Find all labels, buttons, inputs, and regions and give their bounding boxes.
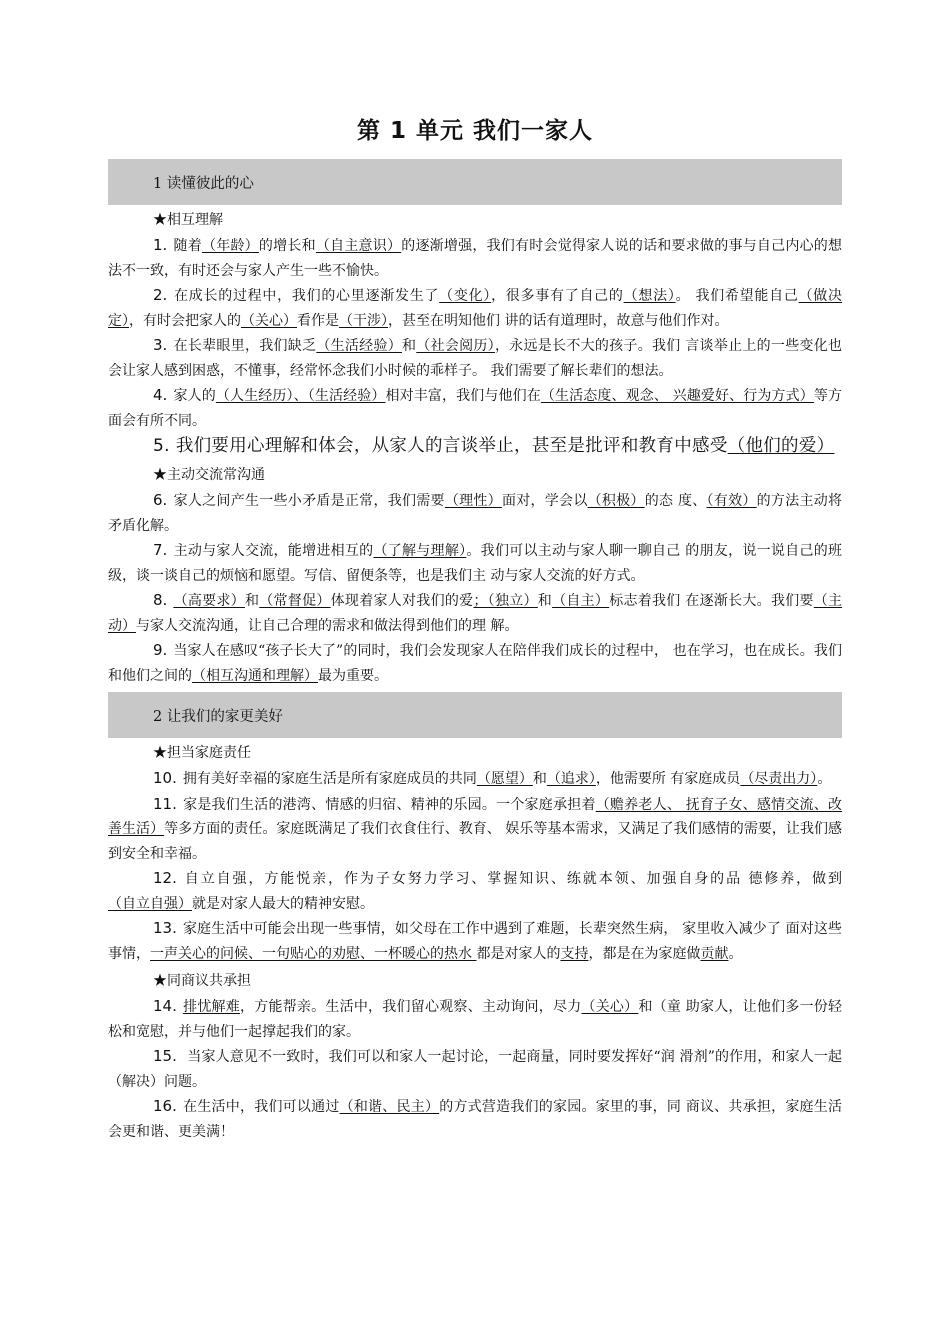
subheading-family-responsibility: ★担当家庭责任 (153, 745, 251, 761)
item-4: 4. 家人的（人生经历）、（生活经验）相对丰富，我们与他们在（生活态度、观念、 兴趣爱好、行为方式）等方面会有所不同。 (108, 386, 843, 429)
item-8: 8. （高要求）和（常督促）体现着家人对我们的爱；（独立）和（自主）标志着我们 在逐渐长大。我们要（主动）与家人交流沟通，让自己合理的需求和做法得到他们的理 解。 (108, 591, 843, 634)
subheading-communication: ★主动交流常沟通 (153, 467, 265, 483)
item-1: 1. 随着（年龄）的增长和（自主意识）的逐渐增强，我们有时会觉得家人说的话和要求做的事与自己内心的想法不一致，有时还会与家人产生一些不愉快。 (108, 236, 843, 279)
lesson-1-heading: 1 读懂彼此的心 (153, 175, 254, 192)
item-3: 3. 在长辈眼里，我们缺乏（生活经验）和（社会阅历），永远是长不大的孩子。我们 言谈举止上的一些变化也会让家人感到困惑，不懂事，经常怀念我们小时候的乖样子。 我们需要了解长辈们的想法。 (108, 336, 843, 379)
item-15: 15. 当家人意见不一致时，我们可以和家人一起讨论，一起商量，同时要发挥好“润 滑剂”的作用，和家人一起（解决）问题。 (108, 1047, 842, 1090)
lesson-2-heading: 2 让我们的家更美好 (153, 708, 283, 725)
item-9: 9. 当家人在感叹“孩子长大了”的同时，我们会发现家人在陪伴我们成长的过程中， 也在学习，也在成长。我们和他们之间的（相互沟通和理解）最为重要。 (108, 641, 842, 684)
item-12: 12. 自立自强，方能悦亲，作为子女努力学习、掌握知识、练就本领、加强自身的品 德修养，做到（自立自强）就是对家人最大的精神安慰。 (108, 869, 842, 912)
item-10: 10. 拥有美好幸福的家庭生活是所有家庭成员的共同（愿望）和（追求），他需要所 有家庭成员（尽责出力）。 (153, 769, 832, 787)
subheading-mutual-understanding: ★相互理解 (153, 212, 223, 228)
item-6: 6. 家人之间产生一些小矛盾是正常，我们需要（理性）面对，学会以（积极）的态 度、（有效）的方法主动将矛盾化解。 (108, 491, 843, 534)
item-5: 5. 我们要用心理解和体会，从家人的言谈举止，甚至是批评和教育中感受（他们的爱） (153, 436, 835, 456)
lesson-1-heading-bar (108, 159, 842, 205)
subheading-shared-decisions: ★同商议共承担 (153, 973, 251, 989)
lesson-2-heading-bar (108, 692, 842, 738)
document-page (108, 112, 842, 1144)
item-16: 16. 在生活中，我们可以通过（和谐、民主）的方式营造我们的家园。家里的事，同 商议、共承担，家庭生活会更和谐、更美满！ (108, 1097, 843, 1140)
item-2: 2. 在成长的过程中，我们的心里逐渐发生了（变化），很多事有了自己的（想法）。 我们希望能自己（做决定），有时会把家人的（关心）看作是（干涉），甚至在明知他们 讲的话有道理时，故意与他们作对。 (108, 286, 843, 329)
unit-title: 第 1 单元 我们一家人 (356, 118, 594, 144)
item-11: 11. 家是我们生活的港湾、情感的归宿、精神的乐园。一个家庭承担着（赡养老人、 抚育子女、感情交流、改善生活）等多方面的责任。家庭既满足了我们衣食住行、教育、 娱乐等基本需求，又满足了我们感情的需要，让我们感到安全和幸福。 (108, 794, 843, 862)
item-14: 14. 排忧解难，方能帮亲。生活中，我们留心观察、主动询问，尽力（关心）和（童 助家人，让他们多一份轻松和宽慰，并与他们一起撑起我们的家。 (108, 997, 843, 1040)
item-13: 13. 家庭生活中可能会出现一些事情，如父母在工作中遇到了难题，长辈突然生病， 家里收入减少了 面对这些事情，一声关心的问候、一句贴心的劝慰、一杯暖心的热水 都是对家人的支持，都是在为家庭做贡献。 (108, 919, 842, 962)
item-7: 7. 主动与家人交流，能增进相互的（了解与理解）。我们可以主动与家人聊一聊自己 的朋友，说一说自己的班级，谈一谈自己的烦恼和愿望。写信、留便条等，也是我们主 动与家人交流的好方式。 (108, 541, 843, 584)
